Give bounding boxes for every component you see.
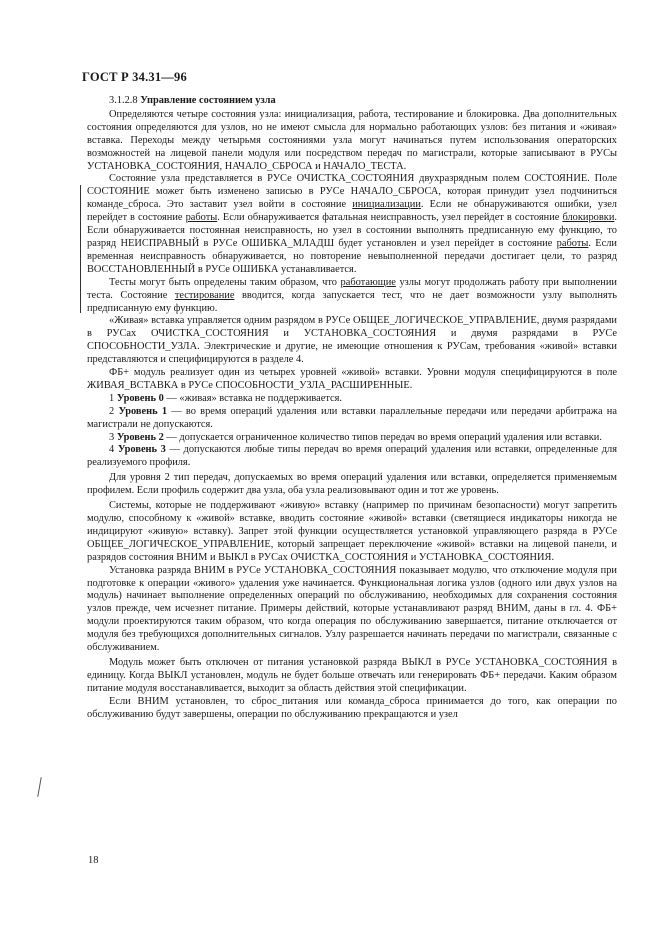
page-number: 18 — [88, 855, 99, 866]
paragraph-disable-insertion: Системы, которые не поддерживают «живую» вставку (например по причинам безопасности) могут запретить модулю, способному к «живой» вставке, вводить состояние «живой» вставки (светящиеся индикаторы никогда не индицируют «живую» вставку). Запрет этой функции осуществляется установкой управляющего разряда в РУСе ОБЩЕЕ_ЛОГИЧЕСКОЕ_УПРАВЛЕНИЕ, который запрещает переключение «живой» вставки на лицевой панели, и разрядов состояния ВНИМ и ВЫКЛ в РУСах ОЧИСТКА_СОСТОЯНИЯ и УСТАНОВКА_СОСТОЯНИЯ. — [87, 500, 617, 563]
paragraph-levels-intro: ФБ+ модуль реализует один из четырех уровней «живой» вставки. Уровни модуля специфицируются в поле ЖИВАЯ_ВСТАВКА в РУСе СПОСОБНОСТИ_УЗЛА_РАСШИРЕННЫЕ. — [87, 367, 617, 391]
paragraph-reset: Если ВНИМ установлен, то сброс_питания или команда_сброса принимается до того, как операции по обслуживанию будут завершены, операции по обслуживанию прекращаются и узел — [87, 695, 617, 720]
section-title: Управление состоянием узла — [140, 95, 276, 106]
level-item: 1 Уровень 0 — «живая» вставка не поддерживается. — [109, 392, 343, 404]
level-item: 2 Уровень 1 — во время операций удаления или вставки параллельные передачи или передачи арбитража на магистрали не допускаются. — [87, 405, 617, 430]
paragraph-state-register: Состояние узла представляется в РУСе ОЧИСТКА_СОСТОЯНИЯ двухразрядным полем СОСТОЯНИЕ. Поле СОСТОЯНИЕ может быть изменено записью в РУСе НАЧАЛО_СБРОСА, которая принудит узел подчиниться команде_сброса. Это заставит узел войти в состояние инициализации. Если не обнаруживаются ошибки, узел перейдет в состояние работы. Если обнаруживается фатальная неисправность, узел перейдет в состояние блокировки. Если обнаруживается постоянная неисправность, но узел в состоянии выполнять предписанную ему функцию, то разряд НЕИСПРАВНЫЙ в РУСе ОШИБКА_МЛАДШ будет установлен и узел перейдет в состояние работы. Если временная неисправность обнаруживается, но повторение невыполненной передачи достигает цели, то разряд ВОССТАНОВЛЕННЫЙ в РУСе ОШИБКА устанавливается. — [87, 173, 617, 275]
margin-bracket — [80, 185, 81, 313]
section-number: 3.1.2.8 — [109, 95, 138, 106]
margin-pencil-mark — [37, 777, 41, 797]
level-item: 3 Уровень 2 — допускается ограниченное количество типов передач во время операций удаления или вставки. — [109, 431, 602, 443]
section-heading — [87, 95, 617, 108]
paragraph-attn-bit: Установка разряда ВНИМ в РУСе УСТАНОВКА_СОСТОЯНИЯ показывает модулю, что отключение модуля при подготовке к операции «живого» удаления уже начинается. Функциональная логика узлов (одного или двух узлов на модуль) начинает выполнение определенных операций по обслуживанию, необходимых для сохранения состояния узлов прежде, чем исчезнет питание. Примеры действий, которые устанавливают разряд ВНИМ, даны в гл. 4. ФБ+ модули проектируются таким образом, что когда операция по обслуживанию завершается, питание отключается от модуля без требующихся дополнительных сигналов. Узлу разрешается начинать передачи по магистрали, связанные с обслуживанием. — [87, 564, 617, 654]
paragraph-live-insertion: «Живая» вставка управляется одним разрядом в РУСе ОБЩЕЕ_ЛОГИЧЕСКОЕ_УПРАВЛЕНИЕ, двумя разрядами в РУСах ОЧИСТКА_СОСТОЯНИЯ и УСТАНОВКА_СОСТОЯНИЯ и двумя разрядами в РУСе СПОСОБНОСТИ_УЗЛА. Электрические и другие, не имеющие отношения к РУСам, требования «живой» вставки представляются и специфицируются в разделе 4. — [87, 315, 617, 366]
paragraph-tests: Тесты могут быть определены таким образом, что работающие узлы могут продолжать работу при выполнении теста. Состояние тестирование вводится, когда запускается тест, что не дает возможности узлу выполнять предписанную ему функцию. — [87, 276, 617, 314]
level-item: 4 Уровень 3 — допускаются любые типы передач во время операций удаления или вставки, определенные для реализуемого профиля. — [87, 444, 617, 469]
paragraph-level2-profile: Для уровня 2 тип передач, допускаемых во время операций удаления или вставки, определяется применяемым профилем. Если профиль содержит два узла, оба узла реализовывают один и тот же уровень. — [87, 472, 617, 497]
paragraph-off-bit: Модуль может быть отключен от питания установкой разряда ВЫКЛ в РУСе УСТАНОВКА_СОСТОЯНИЯ в единицу. Когда ВЫКЛ установлен, модуль не будет больше отвечать или генерировать ФБ+ передачи. Каким образом питание модуля восстанавливается, выходит за область действия этой спецификации. — [87, 656, 617, 694]
document-body — [87, 95, 617, 722]
paragraph-states: Определяются четыре состояния узла: инициализация, работа, тестирование и блокировка. Два дополнительных состояния определяются для узлов, но не имеют смысла для нормально работающих узлов: без питания и «живая» вставка. Переходы между четырьмя состояниями узла могут начинаться путем использования операторских возможностей на лицевой панели модуля или посредством передач по магистрали, которые записывают в РУСы УСТАНОВКА_СОСТОЯНИЯ, НАЧАЛО_СБРОСА и НАЧАЛО_ТЕСТА. — [87, 108, 617, 172]
standard-header: ГОСТ Р 34.31—96 — [82, 70, 187, 84]
